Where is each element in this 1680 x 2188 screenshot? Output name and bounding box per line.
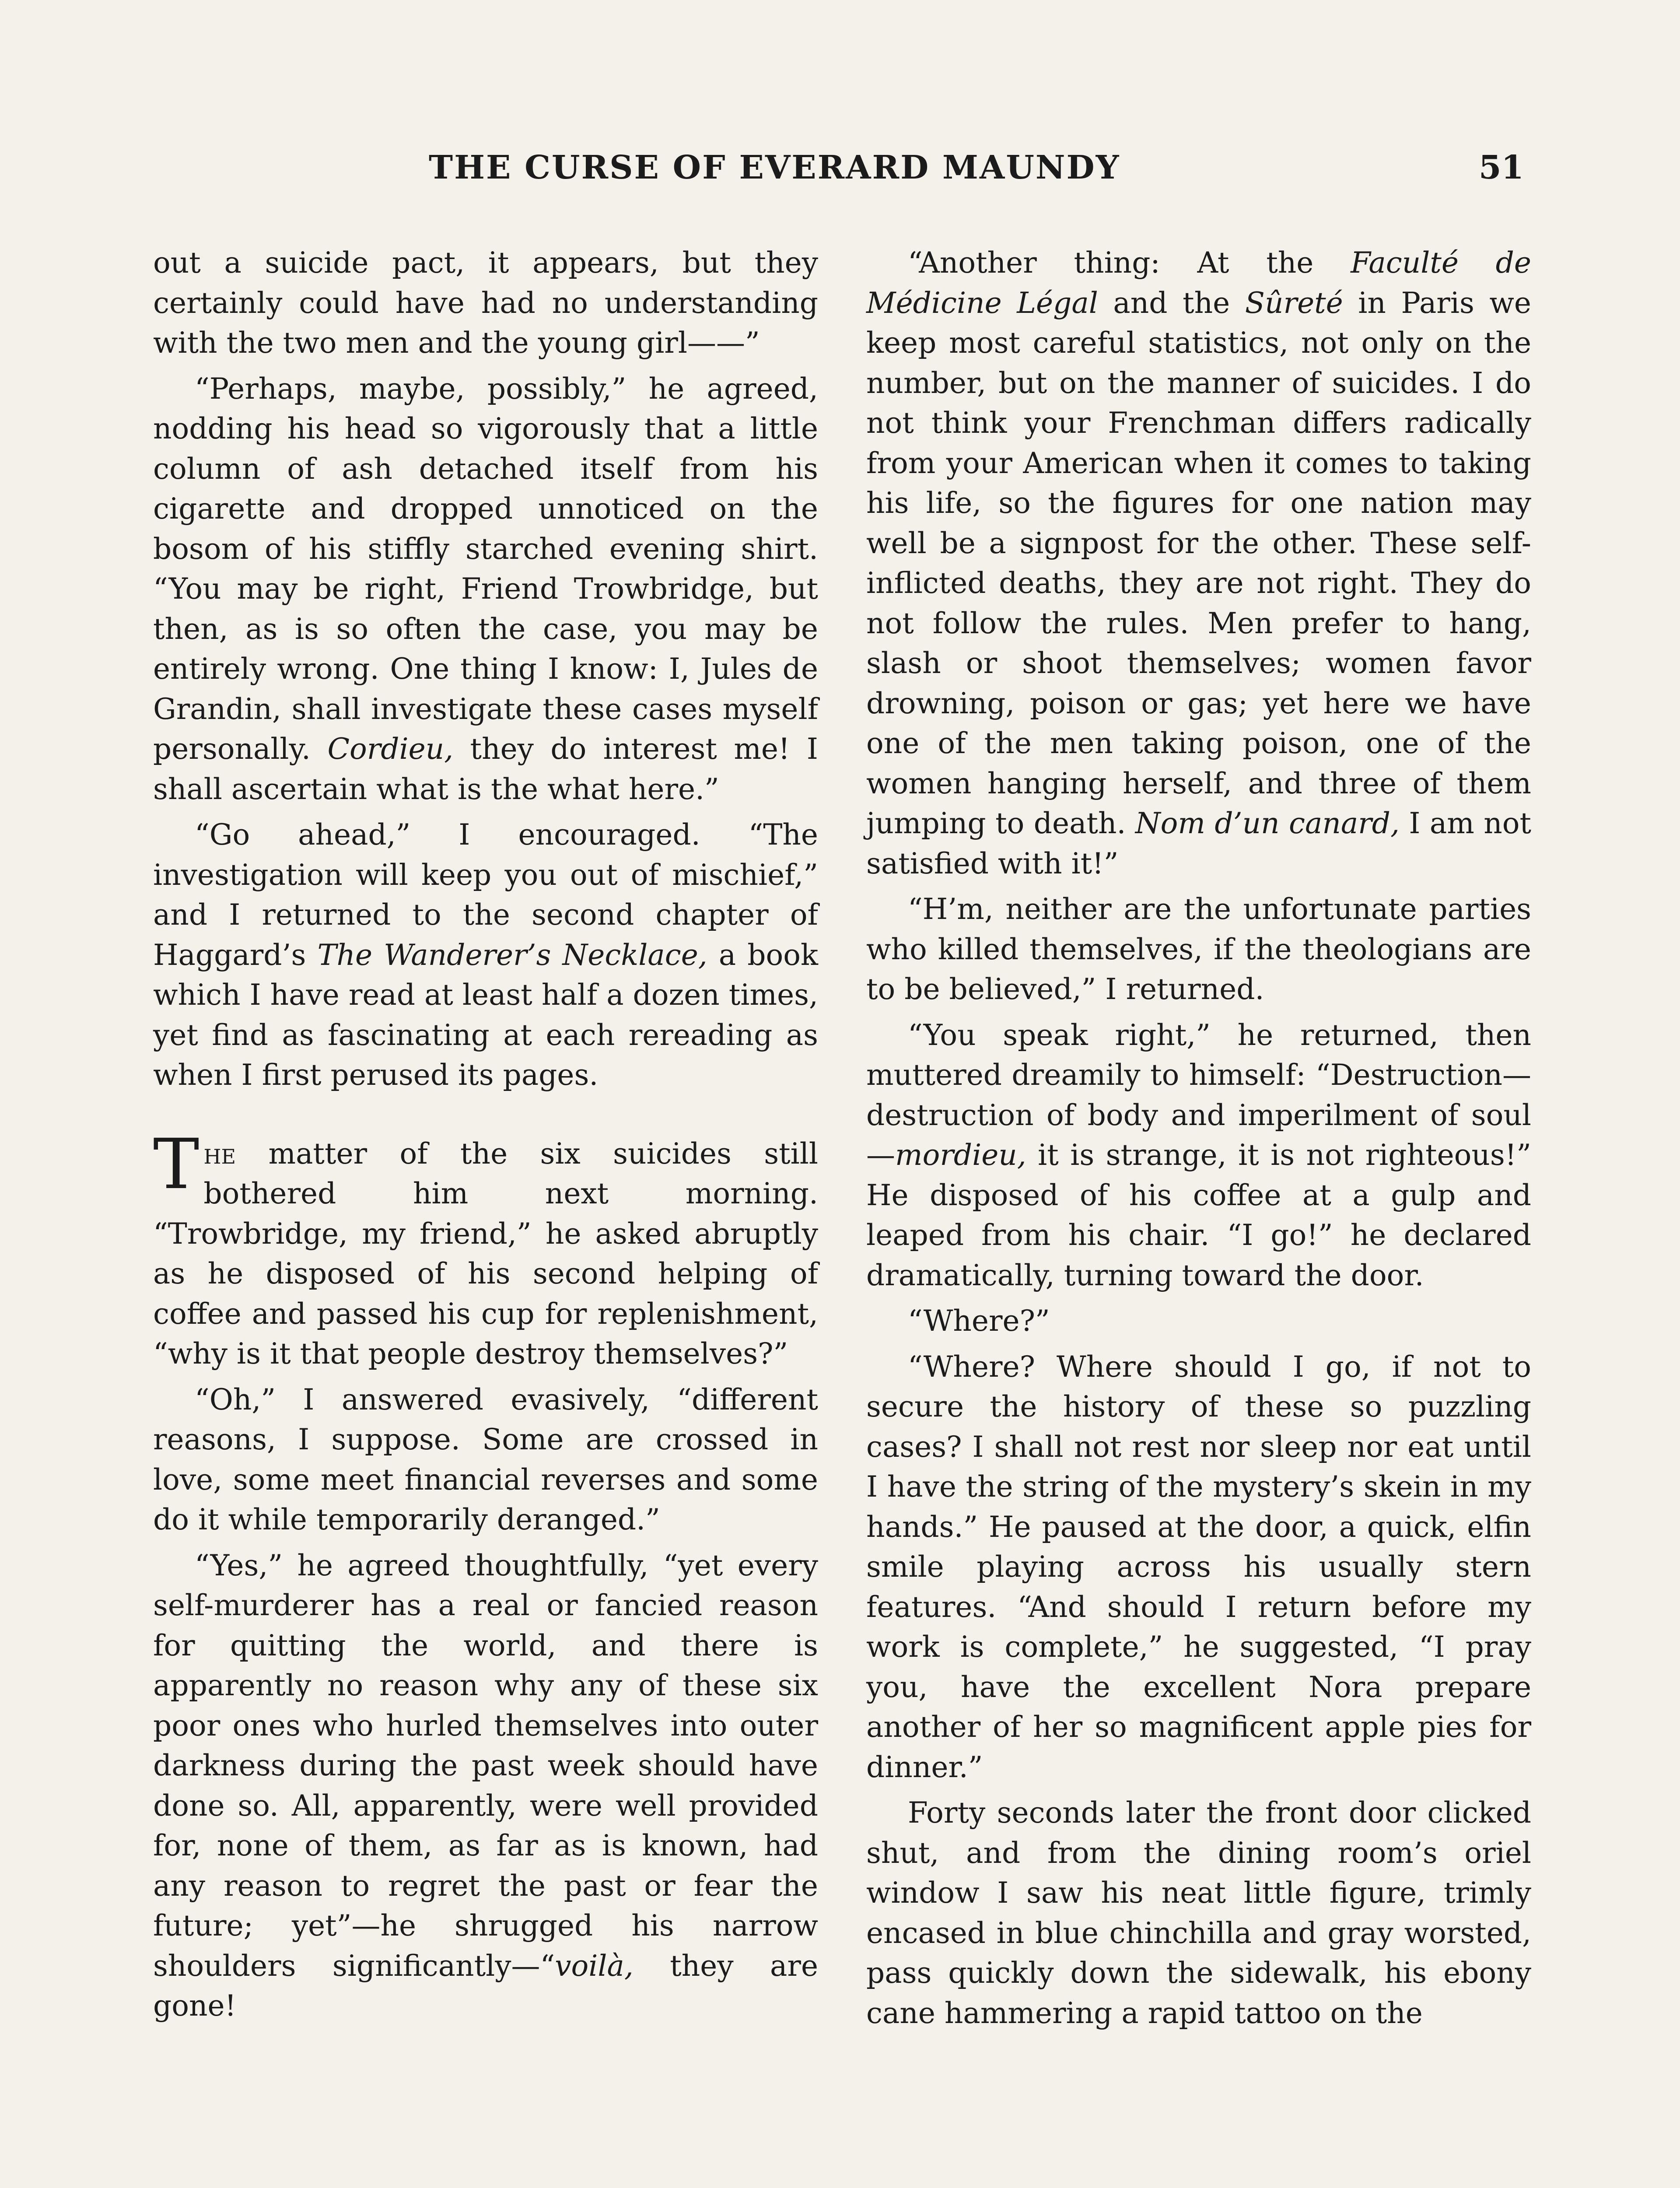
- paragraph: “Go ahead,” I encouraged. “The investigation will keep you out of mischief,” and I returned to the second chapter of Haggard’s The Wanderer’s Necklace, a book which I have read at least half a dozen times, yet find as fascinating at each rereading as when I first perused its pages.: [153, 818, 818, 1092]
- left-text-column: [153, 243, 818, 2032]
- paragraph: “You speak right,” he returned, then muttered dreamily to himself: “Destruction—destruction of body and imperilment of soul—mordieu, it is strange, it is not righteous!” He disposed of his coffee at a gulp and leaped from his chair. “I go!” he declared dramatically, turning toward the door.: [866, 1018, 1531, 1292]
- paragraph: “Yes,” he agreed thoughtfully, “yet every self-murderer has a real or fancied reason for quitting the world, and there is apparently no reason why any of these six poor ones who hurled themselves into outer darkness during the past week should have done so. All, apparently, were well provided for, none of them, as far as is known, had any reason to regret the past or fear the future; yet”—he shrugged his narrow shoulders significantly—“voilà, they are gone!: [153, 1548, 818, 2023]
- paragraph: Forty seconds later the front door clicked shut, and from the dining room’s oriel window I saw his neat little figure, trimly encased in blue chinchilla and gray worsted, pass quickly down the sidewalk, his ebony cane hammering a rapid tattoo on the: [866, 1796, 1531, 2030]
- paragraph: out a suicide pact, it appears, but they certainly could have had no understanding with the two men and the young girl——”: [153, 246, 818, 360]
- right-text-column: [866, 243, 1531, 2039]
- drop-cap: T: [153, 1124, 200, 1205]
- paragraph: “Oh,” I answered evasively, “different reasons, I suppose. Some are crossed in love, some meet financial reverses and some do it while temporarily deranged.”: [153, 1382, 818, 1536]
- paragraph: “Where? Where should I go, if not to secure the history of these so puzzling cases? I shall not rest nor sleep nor eat until I have the string of the mystery’s skein in my hands.” He paused at the door, a quick, elfin smile playing across his usually stern features. “And should I return before my work is complete,” he suggested, “I pray you, have the excellent Nora prepare another of her so magnificent apple pies for dinner.”: [866, 1350, 1531, 1784]
- running-head-title: THE CURSE OF EVERARD MAUNDY: [429, 149, 1120, 186]
- paragraph: “H’m, neither are the unfortunate parties who killed themselves, if the theologians are to be believed,” I returned.: [866, 892, 1531, 1006]
- paragraph: “Where?”: [908, 1304, 1050, 1338]
- page-number: 51: [1479, 149, 1524, 186]
- section-start-paragraph: The matter of the six suicides still bothered him next morning. “Trowbridge, my friend,” he asked abruptly as he disposed of his second helping of coffee and passed his cup for replenishment, “why is it that people destroy themselves?”: [153, 1124, 818, 1371]
- paragraph: “Another thing: At the Faculté de Médicine Légal and the Sûreté in Paris we keep most careful statistics, not only on the number, but on the manner of suicides. I do not think your Frenchman differs radically from your American when it comes to taking his life, so the figures for one nation may well be a signpost for the other. These self-inflicted deaths, they are not right. They do not follow the rules. Men prefer to hang, slash or shoot themselves; women favor drowning, poison or gas; yet here we have one of the men taking poison, one of the women hanging herself, and three of them jumping to death. Nom d’un canard, I am not satisfied with it!”: [866, 246, 1531, 880]
- paragraph: “Perhaps, maybe, possibly,” he agreed, nodding his head so vigorously that a little column of ash detached itself from his cigarette and dropped unnoticed on the bosom of his stiffly starched evening shirt. “You may be right, Friend Trowbridge, but then, as is so often the case, you may be entirely wrong. One thing I know: I, Jules de Grandin, shall investigate these cases myself personally. Cordieu, they do interest me! I shall ascertain what is the what here.”: [153, 372, 818, 806]
